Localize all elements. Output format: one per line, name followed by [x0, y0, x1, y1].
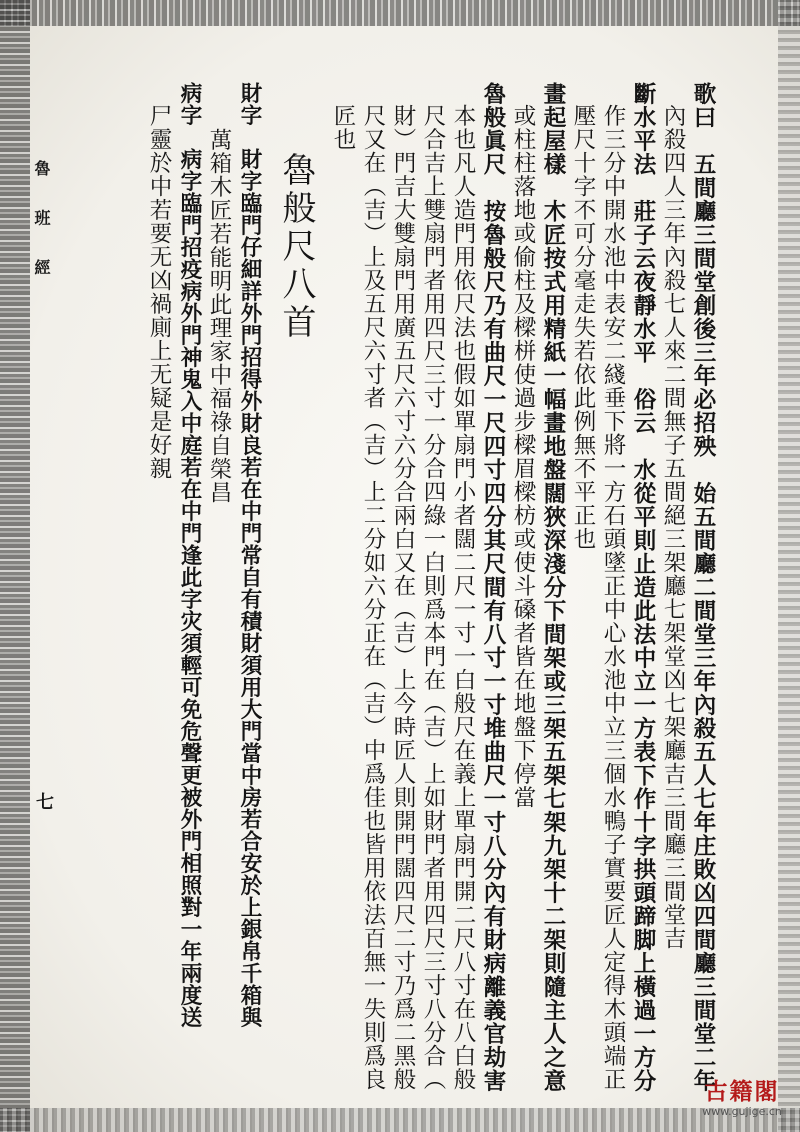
scan-edge-right	[778, 0, 800, 1132]
text-line: 壓尺十字不可分毫走失若依此例無不平正也	[570, 104, 596, 551]
running-head: 魯 班 經	[32, 160, 51, 290]
watermark-logo	[696, 1079, 788, 1118]
text-line: 財字 財字臨門仔細詳外門招得外財良若在中門常自有積財須用大門當中房若合安於上銀帛千箱與	[237, 82, 262, 1028]
text-line: 作三分中開水池中表安二綫垂下將一方石頭墜正中心水池中立三個水鴨子實要匠人定得木頭端正	[600, 104, 626, 1091]
watermark-logo-text: 古籍閣	[704, 1078, 780, 1105]
text-line: 病字 病字臨門招疫病外門神鬼入中庭若在中門逢此字灾須輕可免危聲更被外門相照對一年兩度送	[177, 82, 202, 1028]
text-line: 萬箱木匠若能明此理家中福祿自榮昌	[206, 128, 232, 504]
text-line: 尺又在（吉）上及五尺六寸者（吉）上二分如六分正在（吉）中爲佳也皆用依法百無一失則爲良	[360, 104, 386, 1091]
scan-edge-left	[0, 0, 30, 1132]
text-line: 尸靈於中若要无凶禍廁上无疑是好親	[146, 104, 172, 480]
text-line: 內殺四人三年內殺七人來二間無子五間絕三架廳七架堂凶七架廳吉三間廳三間堂吉	[660, 104, 686, 950]
text-line: 或柱柱落地或偷柱及樑栟使過步樑眉樑枋或使斗磉者皆在地盤下停當	[510, 104, 536, 809]
text-line: 歌曰 五間廳三間堂創後三年必招殃 始五間廳二間堂三年內殺五人七年庄敗凶四間廳三間堂二年	[690, 82, 716, 1092]
text-line: 魯般眞尺 按魯般尺乃有曲尺一尺四寸四分其尺間有八寸一寸堆曲尺一寸八分內有財病離義官劫害	[480, 82, 506, 1092]
page-number: 七	[33, 792, 54, 810]
section-title: 魯般尺八首	[276, 152, 316, 342]
scan-edge-bottom	[0, 1108, 800, 1132]
text-line: 斷水平法 莊子云夜靜水平 俗云 水從平則止造此法中立一方表下作十字拱頭蹄脚上橫過一方分	[630, 82, 656, 1092]
body-text	[144, 82, 718, 1092]
text-line: 畫起屋樣 木匠按式用精紙一幅畫地盤闊狹深淺分下間架或三架五架七架九架十二架則隨主人之意	[540, 82, 566, 1092]
text-line: 尺合吉上雙扇門者用四尺三寸一分合四綠一白則爲本門在（吉）上如財門者用四尺三寸八分合（	[420, 104, 446, 1091]
text-line: 匠也	[330, 104, 356, 151]
scan-edge-top	[0, 0, 800, 26]
text-line: 財）門吉大雙扇門用廣五尺六寸六分合兩白又在（吉）上今時匠人則開門闊四尺二寸乃爲二黑般	[390, 104, 416, 1091]
text-line: 本也凡人造門用依尺法也假如單扇門小者闊二尺一寸一白般尺在義上單扇門開二尺八寸在八白般	[450, 104, 476, 1091]
watermark-url: www.gujige.cn	[702, 1105, 782, 1118]
